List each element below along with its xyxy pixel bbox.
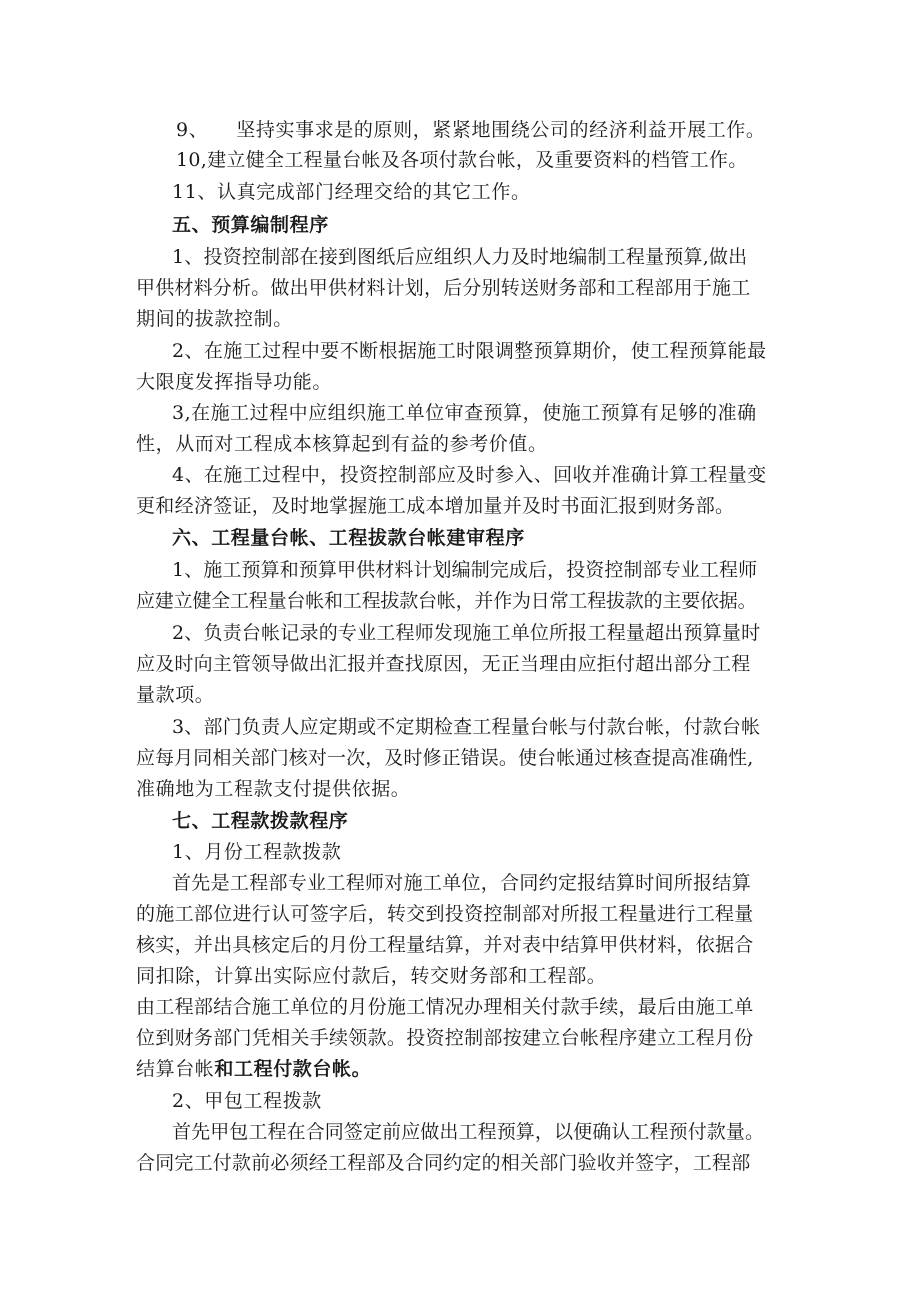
paragraph-line: 4、在施工过程中，投资控制部应及时参入、回收并准确计算工程量变 (172, 464, 767, 486)
paragraph-line: 应及时向主管领导做出汇报并查找原因，无正当理由应拒付超出部分工程 (136, 653, 751, 675)
list-item-text: 坚持实事求是的原则，紧紧地围绕公司的经济利益开展工作。 (236, 119, 766, 141)
paragraph-line: 位到财务部门凭相关手续领款。投资控制部按建立台帐程序建立工程月份 (136, 1027, 754, 1049)
paragraph-line: 3、部门负责人应定期或不定期检查工程量台帐与付款台帐，付款台帐 (172, 716, 761, 738)
paragraph-line: 的施工部位进行认可签字后，转交到投资控制部对所报工程量进行工程量 (136, 903, 754, 925)
paragraph-line: 应建立健全工程量台帐和工程拔款台帐，并作为日常工程拔款的主要依据。 (136, 590, 757, 612)
paragraph-line: 由工程部结合施工单位的月份施工情况办理相关付款手续，最后由施工单 (136, 996, 754, 1018)
paragraph-line: 核实，并出具核定后的月份工程量结算，并对表中结算甲供材料，依据合 (136, 934, 754, 956)
list-item-10: 10,建立健全工程量台帐及各项付款台帐，及重要资料的档管工作。 (176, 149, 748, 171)
paragraph-line: 准确地为工程款支付提供依据。 (136, 778, 411, 800)
line-segment: 结算台帐 (136, 1058, 215, 1080)
paragraph-line: 期间的拔款控制。 (136, 308, 293, 330)
section-heading: 六、工程量台帐、工程拔款台帐建审程序 (172, 527, 525, 549)
paragraph-line: 首先是工程部专业工程师对施工单位，合同约定报结算时间所报结算 (172, 872, 752, 894)
paragraph-line: 2、负责台帐记录的专业工程师发现施工单位所报工程量超出预算量时 (172, 622, 761, 644)
paragraph-line: 合同完工付款前必须经工程部及合同约定的相关部门验收并签字，工程部 (136, 1152, 751, 1174)
paragraph-line: 甲供材料分析。做出甲供材料计划，后分别转送财务部和工程部用于施工 (136, 277, 751, 299)
paragraph-line: 1、投资控制部在接到图纸后应组织人力及时地编制工程量预算,做出 (172, 246, 748, 268)
paragraph-line: 1、施工预算和预算甲供材料计划编制完成后，投资控制部专业工程师 (172, 559, 758, 581)
paragraph-line: 性，从而对工程成本核算起到有益的参考价值。 (136, 433, 548, 455)
paragraph-line: 3,在施工过程中应组织施工单位审查预算，使施工预算有足够的准确 (172, 402, 757, 424)
list-item-11: 11、认真完成部门经理交给的其它工作。 (172, 181, 531, 203)
paragraph-line: 同扣除，计算出实际应付款后，转交财务部和工程部。 (136, 965, 607, 987)
list-item-9 (176, 118, 796, 142)
paragraph-line (136, 1057, 796, 1081)
paragraph-line: 量款项。 (136, 684, 215, 706)
paragraph-line: 大限度发挥指导功能。 (136, 371, 333, 393)
subsection-title: 2、甲包工程拨款 (172, 1090, 322, 1112)
section-heading: 五、预算编制程序 (172, 214, 329, 236)
paragraph-line: 应每月同相关部门核对一次，及时修正错误。使台帐通过核查提高准确性, (136, 747, 754, 769)
paragraph-line: 首先甲包工程在合同签定前应做出工程预算，以便确认工程预付款量。 (172, 1121, 765, 1143)
line-segment-bold: 和工程付款台帐。 (214, 1058, 372, 1080)
section-heading: 七、工程款拨款程序 (172, 810, 349, 832)
paragraph-line: 更和经济签证，及时地掌握施工成本增加量并及时书面汇报到财务部。 (136, 495, 735, 517)
paragraph-line: 2、在施工过程中要不断根据施工时限调整预算期价，使工程预算能最 (172, 340, 767, 362)
list-item-number: 9、 (176, 119, 209, 141)
subsection-title: 1、月份工程款拨款 (172, 841, 342, 863)
